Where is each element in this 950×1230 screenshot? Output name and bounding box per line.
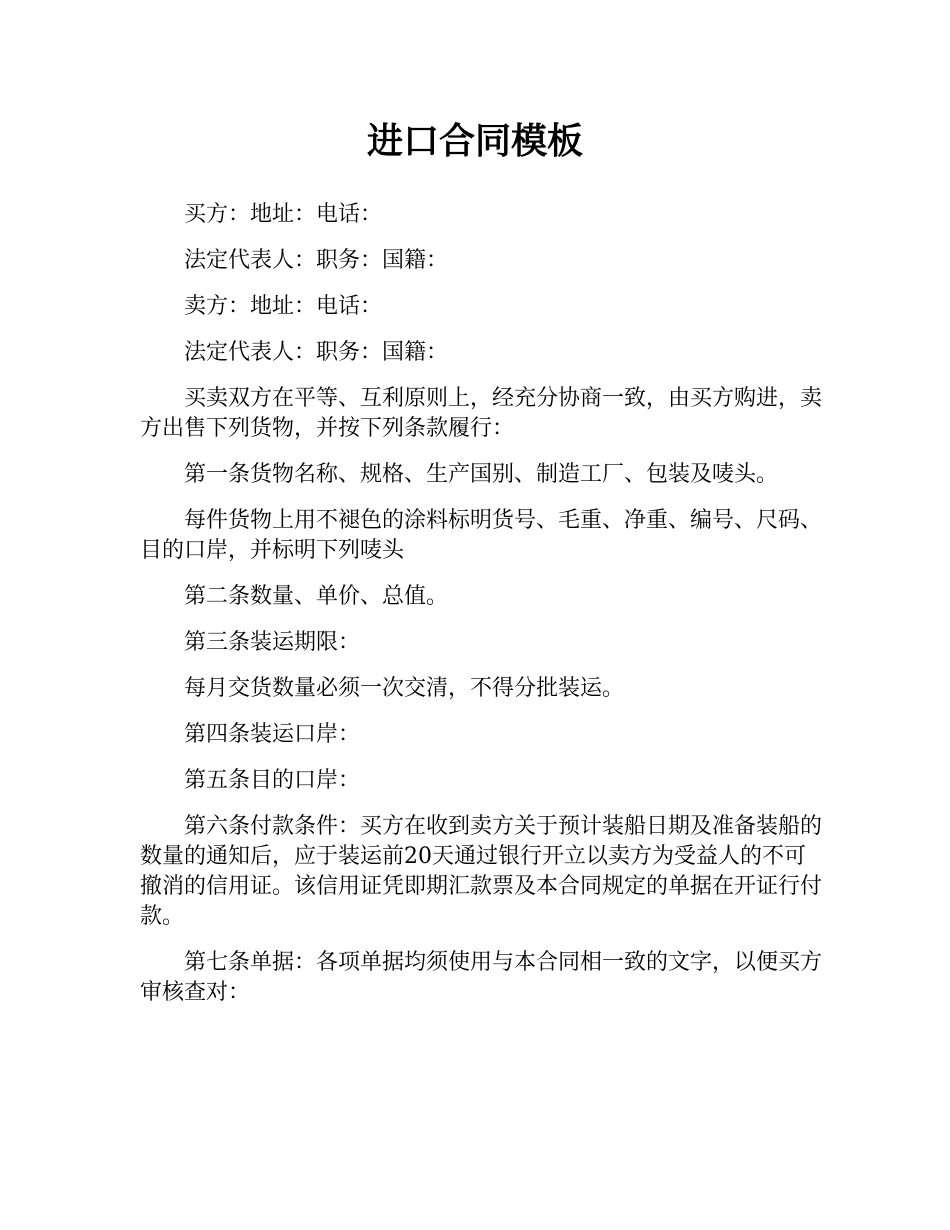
article-2: 第二条数量、单价、总值。 <box>184 584 449 609</box>
preamble-paragraph: 买卖双方在平等、互利原则上，经充分协商一致，由买方购进，卖方出售下列货物，并按下列条款履行： <box>140 386 823 441</box>
buyer-representative-line: 法定代表人：职务：国籍： <box>184 248 449 273</box>
article-3-detail: 每月交货数量必须一次交清，不得分批装运。 <box>184 676 625 701</box>
article-3: 第三条装运期限： <box>184 630 361 655</box>
buyer-line: 买方：地址：电话： <box>184 202 383 227</box>
seller-line: 卖方：地址：电话： <box>184 294 383 319</box>
document-title: 进口合同模板 <box>366 121 583 162</box>
article-5: 第五条目的口岸： <box>184 768 361 793</box>
article-1: 第一条货物名称、规格、生产国别、制造工厂、包装及唛头。 <box>184 462 779 487</box>
article-4: 第四条装运口岸： <box>184 722 361 747</box>
article-1-marking: 每件货物上用不褪色的涂料标明货号、毛重、净重、编号、尺码、目的口岸，并标明下列唛头 <box>140 508 823 563</box>
article-7: 第七条单据：各项单据均须使用与本合同相一致的文字，以便买方审核查对： <box>140 950 823 1005</box>
seller-representative-line: 法定代表人：职务：国籍： <box>184 340 449 365</box>
article-6: 第六条付款条件：买方在收到卖方关于预计装船日期及准备装船的数量的通知后，应于装运前20天通过银行开立以卖方为受益人的不可撤消的信用证。该信用证凭即期汇款票及本合同规定的单据在开证行付款。 <box>140 814 823 929</box>
document-body <box>140 200 825 1024</box>
